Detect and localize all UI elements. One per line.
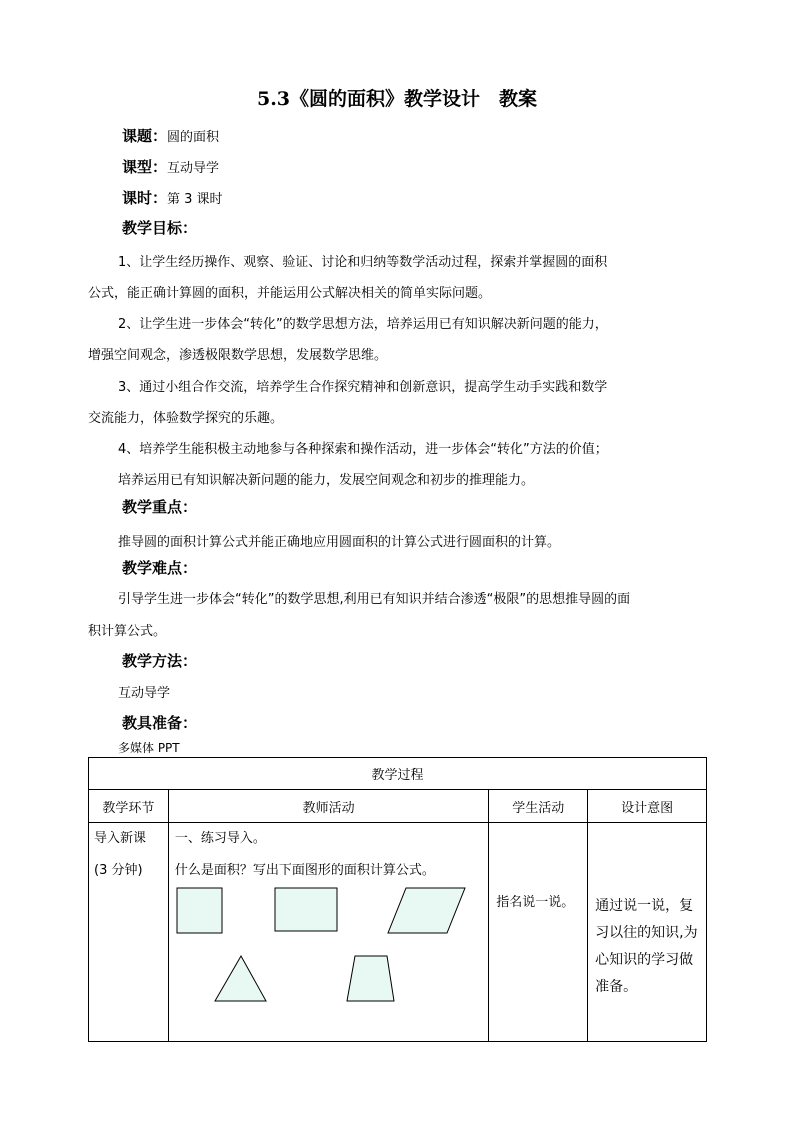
topic-label: 课题： (122, 127, 168, 145)
process-table (88, 757, 707, 1042)
type-value: 互动导学 (167, 161, 220, 176)
table-row (89, 823, 707, 1042)
header-student: 学生活动 (489, 790, 588, 823)
student-activity: 指名说一说。 (496, 895, 575, 910)
topic-line (122, 125, 219, 146)
shapes-figure (169, 885, 487, 1035)
intent-text (595, 893, 713, 1001)
difficulties-heading: 教学难点： (122, 559, 198, 577)
trapezoid-shape (347, 956, 394, 1001)
type-label: 课型： (122, 158, 168, 176)
teacher-line: 什么是面积？写出下面图形的面积计算公式。 (174, 863, 435, 878)
parallelogram-shape (388, 888, 465, 933)
goal-line: 1、让学生经历操作、观察、验证、讨论和归纳等数学活动过程，探索并掌握圆的面积 (118, 255, 608, 270)
teacher-line: 一、练习导入。 (174, 831, 266, 846)
goal-line: 2、让学生进一步体会“转化”的数学思想方法，培养运用已有知识解决新问题的能力， (118, 317, 608, 332)
intent-line: 习以往的知识,为 (595, 925, 698, 941)
tools-heading: 教具准备： (122, 714, 198, 732)
triangle-shape (215, 956, 266, 1001)
methods-heading: 教学方法： (122, 652, 198, 670)
intent-cell (588, 823, 707, 1042)
stage-time: (3 分钟) (94, 863, 143, 878)
table-caption: 教学过程 (89, 758, 707, 790)
student-cell (489, 823, 588, 1042)
goal-line: 培养运用已有知识解决新问题的能力，发展空间观念和初步的推理能力。 (118, 473, 535, 488)
teacher-cell (168, 823, 488, 1042)
table-header-row (89, 790, 707, 823)
goals-heading: 教学目标： (122, 219, 198, 237)
rectangle-shape (275, 888, 337, 931)
goal-line: 增强空间观念，渗透极限数学思想，发展数学思维。 (88, 348, 388, 363)
hours-label: 课时： (122, 189, 168, 207)
topic-value: 圆的面积 (167, 130, 220, 145)
square-shape (177, 888, 222, 933)
goal-line: 3、通过小组合作交流，培养学生合作探究精神和创新意识，提高学生动手实践和数学 (118, 380, 608, 395)
intent-line: 准备。 (595, 979, 638, 995)
key-points-text: 推导圆的面积计算公式并能正确地应用圆面积的计算公式进行圆面积的计算。 (118, 535, 561, 550)
tools-text: 多媒体 PPT (118, 741, 180, 755)
hours-value: 第 3 课时 (167, 192, 223, 207)
goal-line: 4、培养学生能积极主动地参与各种探索和操作活动，进一步体会“转化”方法的价值； (118, 442, 608, 457)
type-line (122, 156, 219, 177)
page-title: 5.3《圆的面积》教学设计 教案 (256, 88, 538, 110)
difficulties-line: 积计算公式。 (88, 624, 167, 639)
key-points-heading: 教学重点： (122, 498, 198, 516)
header-stage: 教学环节 (89, 790, 169, 823)
difficulties-line: 引导学生进一步体会“转化”的数学思想,利用已有知识并结合渗透“极限”的思想推导圆的面 (118, 592, 631, 607)
goal-line: 公式，能正确计算圆的面积，并能运用公式解决相关的简单实际问题。 (88, 286, 492, 301)
stage-cell (89, 823, 169, 1042)
intent-line: 通过说一说，复 (595, 898, 694, 914)
methods-text: 互动导学 (118, 686, 171, 701)
goal-line: 交流能力，体验数学探究的乐趣。 (88, 411, 284, 426)
header-intent: 设计意图 (588, 790, 707, 823)
header-teacher: 教师活动 (168, 790, 488, 823)
intent-line: 心知识的学习做 (595, 952, 694, 968)
hours-line (122, 187, 223, 208)
stage-name: 导入新课 (94, 831, 147, 846)
